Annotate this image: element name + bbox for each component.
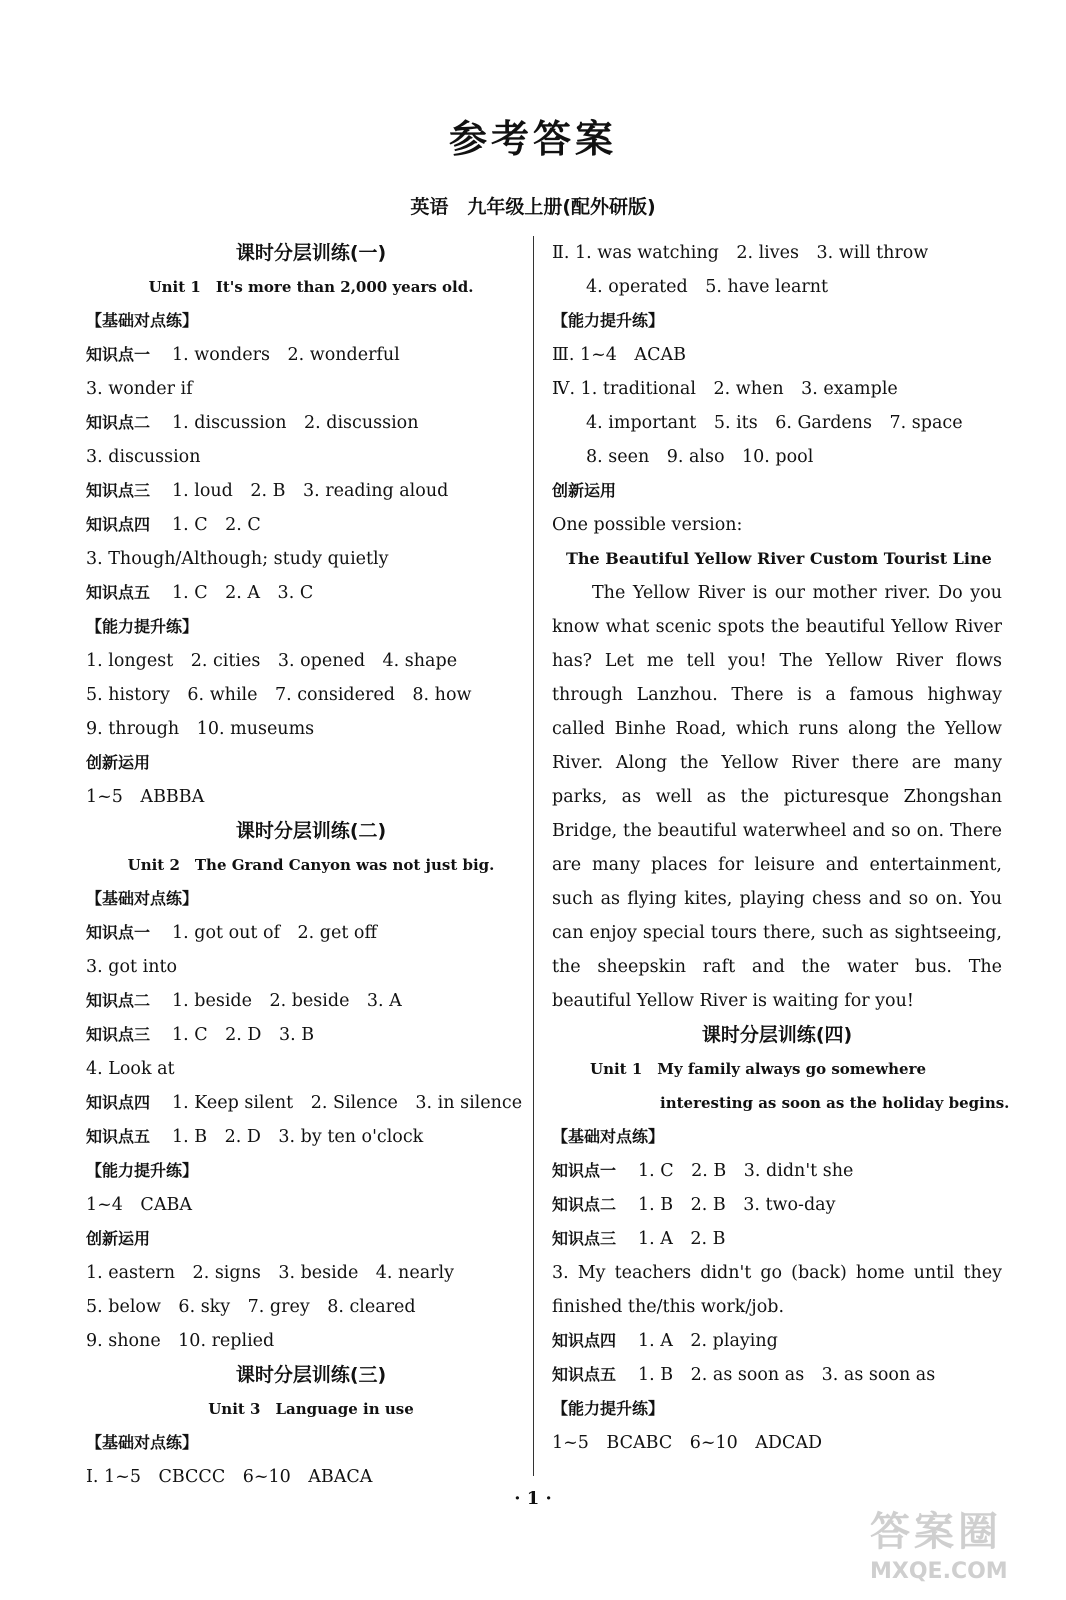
knowledge-point-line: [86, 916, 536, 950]
essay-line: has? Let me tell you! The Yellow River flows: [552, 651, 1002, 671]
essay-line: through Lanzhou. There is a famous highway: [552, 685, 1002, 705]
exercise-category: 【能力提升练】: [552, 311, 665, 330]
exercise-category: 【能力提升练】: [86, 617, 199, 636]
watermark-url: MXQE.COM: [870, 1559, 1008, 1584]
left-column: [86, 236, 536, 1494]
watermark-text: 答案圈: [870, 1509, 1002, 1555]
answer-line: 1~4 CABA: [86, 1195, 192, 1215]
answer-text: 1. C 2. B 3. didn't she: [638, 1161, 854, 1181]
exercise-category: 【基础对点练】: [86, 1433, 199, 1452]
knowledge-point-line: [86, 1086, 536, 1120]
exercise-category: 【基础对点练】: [86, 311, 199, 330]
essay-line: Bridge, the beautiful waterwheel and so on. There: [552, 821, 1002, 841]
knowledge-point-line: [86, 576, 536, 610]
knowledge-point-line: [86, 406, 536, 440]
knowledge-point-label: 知识点四: [86, 1093, 151, 1112]
answer-text: 1. beside 2. beside 3. A: [172, 991, 402, 1011]
essay-line: are many places for leisure and entertainment,: [552, 855, 1002, 875]
exercise-category: 【能力提升练】: [86, 1161, 199, 1180]
knowledge-point-label: 知识点三: [552, 1229, 617, 1248]
answer-line: 4. important 5. its 6. Gardens 7. space: [586, 413, 963, 433]
knowledge-point-line: [86, 1018, 536, 1052]
unit-title-continued: interesting as soon as the holiday begins.: [660, 1094, 1010, 1112]
knowledge-point-line: [86, 508, 536, 542]
essay-line: can enjoy special tours there, such as sightseeing,: [552, 923, 1002, 943]
answer-text: 1. loud 2. B 3. reading aloud: [172, 481, 449, 501]
essay-title: The Beautiful Yellow River Custom Tourist Line: [566, 549, 992, 568]
answer-line: 4. operated 5. have learnt: [586, 277, 829, 297]
column-divider: [533, 236, 534, 1476]
knowledge-point-label: 知识点一: [86, 345, 151, 364]
answer-text: 1. C 2. A 3. C: [172, 583, 314, 603]
answer-line: 3. Though/Although; study quietly: [86, 549, 389, 569]
essay-line: know what scenic spots the beautiful Yellow River: [552, 617, 1002, 637]
answer-line: Ⅲ. 1~4 ACAB: [552, 345, 686, 365]
knowledge-point-line: [86, 984, 536, 1018]
exercise-category: 【基础对点练】: [86, 889, 199, 908]
answer-text: 1. discussion 2. discussion: [172, 413, 419, 433]
unit-title: Unit 3 Language in use: [208, 1400, 414, 1418]
knowledge-point-line: [552, 1188, 1002, 1222]
answer-line: 5. history 6. while 7. considered 8. how: [86, 685, 472, 705]
knowledge-point-line: [552, 1358, 1002, 1392]
essay-line: such as flying kites, playing chess and so on. You: [552, 889, 1002, 909]
answer-line: One possible version:: [552, 515, 743, 535]
answer-line: 8. seen 9. also 10. pool: [586, 447, 814, 467]
knowledge-point-label: 知识点二: [552, 1195, 617, 1214]
knowledge-point-line: [552, 1222, 1002, 1256]
answer-line: 1. eastern 2. signs 3. beside 4. nearly: [86, 1263, 454, 1283]
knowledge-point-line: [86, 474, 536, 508]
exercise-category: 创新运用: [552, 481, 617, 500]
knowledge-point-label: 知识点五: [552, 1365, 617, 1384]
knowledge-point-line: [86, 1120, 536, 1154]
answer-text: 1. A 2. B: [638, 1229, 726, 1249]
knowledge-point-label: 知识点三: [86, 1025, 151, 1044]
answer-line: 1~5 ABBBA: [86, 787, 205, 807]
essay-line: The Yellow River is our mother river. Do you: [592, 583, 1002, 603]
essay-line: 3. My teachers didn't go (back) home until they: [552, 1263, 1002, 1283]
section-heading: 课时分层训练(一): [235, 242, 387, 264]
section-heading: 课时分层训练(三): [235, 1364, 387, 1386]
knowledge-point-line: [552, 1154, 1002, 1188]
knowledge-point-label: 知识点二: [86, 991, 151, 1010]
knowledge-point-label: 知识点四: [552, 1331, 617, 1350]
exercise-category: 【基础对点练】: [552, 1127, 665, 1146]
page-title: 参考答案: [448, 117, 617, 161]
answer-text: 1. got out of 2. get off: [172, 923, 377, 943]
answer-text: 1. wonders 2. wonderful: [172, 345, 400, 365]
section-heading: 课时分层训练(二): [235, 820, 387, 842]
essay-line: finished the/this work/job.: [552, 1297, 785, 1317]
exercise-category: 创新运用: [86, 1229, 151, 1248]
answer-line: Ⅳ. 1. traditional 2. when 3. example: [552, 379, 898, 399]
knowledge-point-label: 知识点一: [86, 923, 151, 942]
answer-text: 1. B 2. as soon as 3. as soon as: [638, 1365, 936, 1385]
page-subtitle: 英语 九年级上册(配外研版): [410, 196, 656, 218]
watermark-logo: [870, 1500, 1050, 1590]
answer-line: 1~5 BCABC 6~10 ADCAD: [552, 1433, 823, 1453]
exercise-category: 【能力提升练】: [552, 1399, 665, 1418]
answer-line: 3. wonder if: [86, 379, 193, 399]
section-heading: 课时分层训练(四): [701, 1024, 853, 1046]
knowledge-point-label: 知识点四: [86, 515, 151, 534]
answer-text: 1. C 2. C: [172, 515, 261, 535]
page-number: · 1 ·: [514, 1488, 552, 1509]
answer-line: 1. longest 2. cities 3. opened 4. shape: [86, 651, 458, 671]
knowledge-point-line: [86, 338, 536, 372]
answer-line: 3. discussion: [86, 447, 201, 467]
unit-title: Unit 2 The Grand Canyon was not just big.: [127, 856, 495, 874]
answer-text: 1. C 2. D 3. B: [172, 1025, 315, 1045]
answer-text: 1. A 2. playing: [638, 1331, 778, 1351]
knowledge-point-label: 知识点二: [86, 413, 151, 432]
answer-line: Ⅰ. 1~5 CBCCC 6~10 ABACA: [86, 1467, 373, 1487]
unit-title: Unit 1 It's more than 2,000 years old.: [148, 278, 474, 296]
answer-line: 4. Look at: [86, 1059, 175, 1079]
right-column: [552, 236, 1010, 1460]
essay-line: called Binhe Road, which runs along the Yellow: [552, 719, 1002, 739]
essay-line: the sheepskin raft and the water bus. The: [552, 957, 1002, 977]
answer-line: 9. through 10. museums: [86, 719, 315, 739]
essay-line: parks, as well as the picturesque Zhongshan: [552, 787, 1002, 807]
essay-line: River. Along the Yellow River there are many: [552, 753, 1002, 773]
exercise-category: 创新运用: [86, 753, 151, 772]
answer-line: Ⅱ. 1. was watching 2. lives 3. will throw: [552, 243, 929, 263]
knowledge-point-label: 知识点三: [86, 481, 151, 500]
unit-title: Unit 1 My family always go somewhere: [590, 1060, 927, 1078]
answer-line: 9. shone 10. replied: [86, 1331, 275, 1351]
knowledge-point-label: 知识点五: [86, 1127, 151, 1146]
answer-line: 3. got into: [86, 957, 178, 977]
answer-text: 1. Keep silent 2. Silence 3. in silence: [172, 1093, 523, 1113]
answer-text: 1. B 2. D 3. by ten o'clock: [172, 1127, 424, 1147]
answer-line: 5. below 6. sky 7. grey 8. cleared: [86, 1297, 416, 1317]
knowledge-point-label: 知识点五: [86, 583, 151, 602]
answer-text: 1. B 2. B 3. two-day: [638, 1195, 836, 1215]
knowledge-point-line: [552, 1324, 1002, 1358]
knowledge-point-label: 知识点一: [552, 1161, 617, 1180]
essay-line: beautiful Yellow River is waiting for you!: [552, 991, 914, 1011]
